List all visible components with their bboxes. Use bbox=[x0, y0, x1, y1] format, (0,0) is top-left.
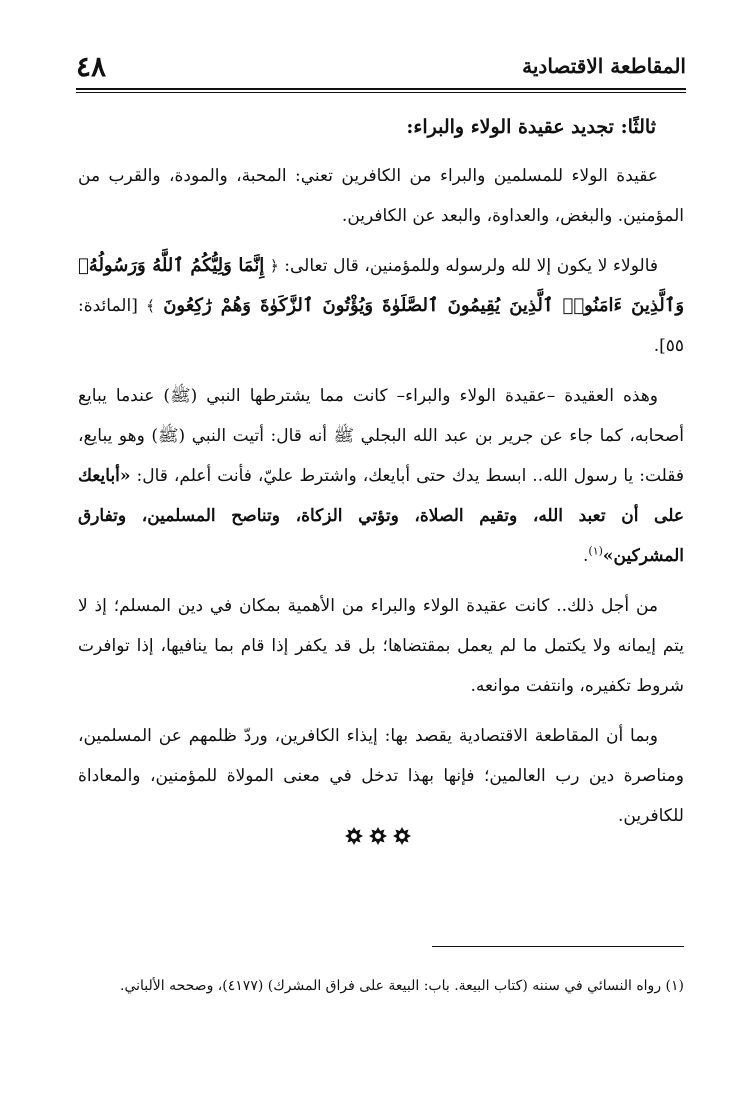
page-number: ٤٨ bbox=[76, 50, 107, 83]
section-heading: ثالثًا: تجديد عقيدة الولاء والبراء: bbox=[406, 116, 656, 138]
verse-reference: [المائدة: ٥٥]. bbox=[78, 296, 684, 356]
hadith-narration: وهذه العقيدة –عقيدة الولاء والبراء– كانت مما يشترطها النبي (ﷺ) عندما يبايع أصحابه، كما جاء عن جرير بن عبد الله البجلي ﷺ أنه قال: أتيت النبي (ﷺ) وهو يبايع، فقلت: يا رسول الله.. ابسط يدك حتى أبايعك، واشترط عليّ، فأنت أعلم، قال: bbox=[78, 386, 685, 486]
footnote-reference: (١) bbox=[588, 544, 603, 558]
paragraph-hadith bbox=[78, 376, 684, 576]
verse-close-ornament: ﴾ bbox=[146, 297, 155, 315]
hadith-text: «أبايعك على أن تعبد الله، وتقيم الصلاة، وتؤتي الزكاة، وتناصح المسلمين، وتفارق المشركين» bbox=[78, 466, 684, 566]
verse-intro: فالولاء لا يكون إلا لله ولرسوله وللمؤمنين، قال تعالى: bbox=[284, 256, 658, 276]
star-ornament-icon bbox=[392, 826, 412, 846]
footnote-rule bbox=[432, 946, 684, 947]
header-rule bbox=[76, 88, 686, 90]
paragraph-definition: عقيدة الولاء للمسلمين والبراء من الكافرين تعني: المحبة، والمودة، والقرب من المؤمنين. والبغض، والعداوة، والبعد عن الكافرين. bbox=[78, 166, 684, 226]
verse-open-ornament: ﴿ bbox=[269, 257, 279, 275]
paragraph-boycott: وبما أن المقاطعة الاقتصادية يقصد بها: إيذاء الكافرين، وردّ ظلمهم عن المسلمين، ومناصرة دين رب العالمين؛ فإنها بهذا تدخل في معنى المولاة للمؤمنين، والمعاداة للكافرين. bbox=[78, 726, 684, 826]
hadith-end: . bbox=[583, 546, 589, 566]
star-ornament-icon bbox=[344, 826, 364, 846]
quran-verse: إِنَّمَا وَلِيُّكُمُ ٱللَّهُ وَرَسُولُهُۥ وَٱلَّذِينَ ءَامَنُوا۟ ٱلَّذِينَ يُقِيمُونَ ٱلصَّلَوٰةَ وَيُؤْتُونَ ٱلزَّكَوٰةَ وَهُمْ رَٰكِعُونَ bbox=[78, 255, 685, 316]
paragraph-verse bbox=[78, 246, 684, 366]
header-rule-thin bbox=[76, 92, 686, 93]
footnote: (١) رواه النسائي في سننه (كتاب البيعة. باب: البيعة على فراق المشرك) (٤١٧٧)، وصححه الألباني. bbox=[120, 978, 684, 994]
paragraph-importance: من أجل ذلك.. كانت عقيدة الولاء والبراء من الأهمية بمكان في دين المسلم؛ إذ لا يتم إيمانه ولا يكتمل ما لم يعمل بمقتضاها؛ بل قد يكفر إذا قام بما ينافيها، إذا توافرت شروط تكفيره، وانتفت موانعه. bbox=[78, 596, 684, 696]
section-end-ornament bbox=[0, 826, 756, 850]
page-header bbox=[76, 48, 686, 88]
main-text bbox=[78, 112, 684, 846]
star-ornament-icon bbox=[368, 826, 388, 846]
running-title: المقاطعة الاقتصادية bbox=[522, 54, 686, 78]
